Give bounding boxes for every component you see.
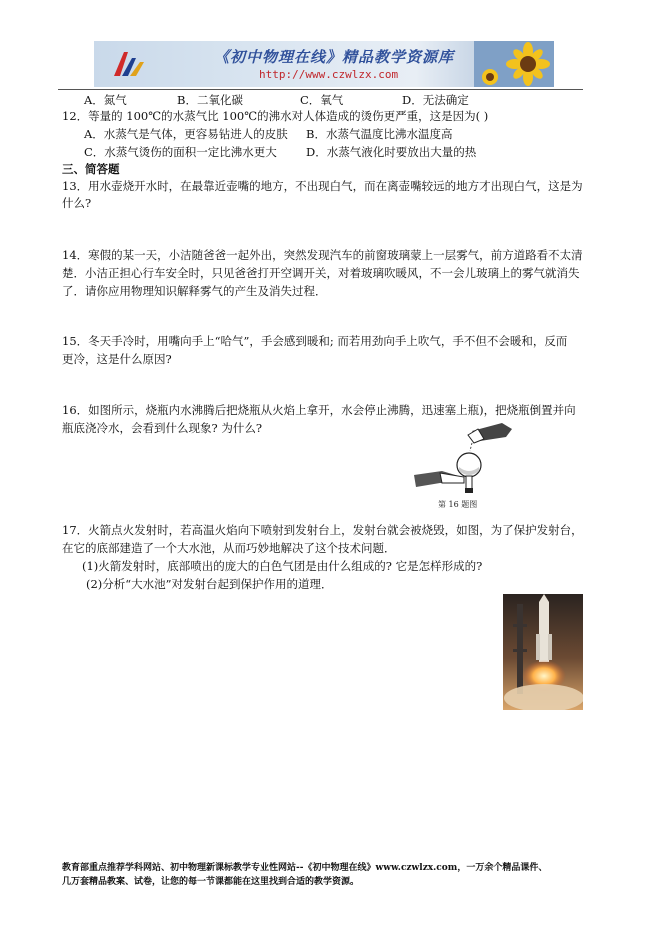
q14-line-1: 14．寒假的某一天，小洁随爸爸一起外出，突然发现汽车的前窗玻璃蒙上一层雾气，前方道路看不太清 [62, 248, 583, 262]
q16-line-2: 瓶底浇冷水，会看到什么现象? 为什么? [62, 421, 262, 435]
q11-option-b: B．二氧化碳 [177, 93, 243, 107]
q12-option-c: C．水蒸气烫伤的面积一定比沸水更大 [84, 145, 277, 159]
sunflower-icon [474, 41, 554, 87]
flask-experiment-figure [412, 421, 518, 513]
q13-line-1: 13．用水壶烧开水时，在最靠近壶嘴的地方，不出现白气，而在离壶嘴较远的地方才出现白气，这是为 [62, 179, 583, 193]
q11-option-c: C．氧气 [300, 93, 344, 107]
q16-figure-caption: 第 16 题图 [438, 500, 478, 509]
section-title: 三、简答题 [62, 162, 120, 176]
q13-line-2: 什么? [62, 196, 92, 210]
site-logo-icon [110, 48, 150, 80]
q14-line-2: 楚．小洁正担心行车安全时，只见爸爸打开空调开关，对着玻璃吹暖风，不一会儿玻璃上的雾气就消失 [62, 266, 580, 280]
q17-sub-1: (1)火箭发射时，底部喷出的庞大的白色气团是由什么组成的? 它是怎样形成的? [82, 559, 483, 573]
q15-line-1: 15．冬天手冷时，用嘴向手上“哈气”，手会感到暖和; 而若用劲向手上吹气，手不但不会暖和，反而 [62, 334, 568, 348]
q11-option-a: A．氮气 [84, 93, 127, 107]
footer-line-2: 几万套精品教案、试卷，让您的每一节课都能在这里找到合适的教学资源。 [62, 877, 360, 887]
header-banner [94, 41, 554, 87]
rocket-launch-photo [503, 594, 583, 710]
footer-line-1: 教育部重点推荐学科网站、初中物理新课标教学专业性网站--《初中物理在线》www.czwlzx.com，一万余个精品课件、 [62, 863, 548, 873]
q12-option-d: D．水蒸气液化时要放出大量的热 [306, 145, 477, 159]
q17-line-2: 在它的底部建造了一个大水池，从而巧妙地解决了这个技术问题． [62, 541, 396, 555]
q12-option-a: A．水蒸气是气体，更容易钻进人的皮肤 [84, 127, 288, 141]
q12-option-b: B．水蒸气温度比沸水温度高 [306, 127, 453, 141]
q11-option-d: D．无法确定 [402, 93, 469, 107]
banner-url[interactable]: http://www.czwlzx.com [259, 68, 399, 81]
q16-line-1: 16．如图所示，烧瓶内水沸腾后把烧瓶从火焰上拿开，水会停止沸腾，迅速塞上瓶)，把烧瓶倒置并向 [62, 403, 576, 417]
q17-sub-2: (2)分析“大水池”对发射台起到保护作用的道理． [86, 577, 333, 591]
banner-title: 《初中物理在线》精品教学资源库 [214, 48, 455, 66]
header-rule [58, 89, 583, 90]
q15-line-2: 更冷，这是什么原因? [62, 352, 172, 366]
q17-line-1: 17．火箭点火发射时，若高温火焰向下喷射到发射台上，发射台就会被烧毁，如图，为了保护发射台， [62, 523, 583, 537]
q12-stem: 12．等量的 100℃的水蒸气比 100℃的沸水对人体造成的烫伤更严重，这是因为( ) [62, 109, 489, 123]
q14-line-3: 了．请你应用物理知识解释雾气的产生及消失过程． [62, 284, 327, 298]
